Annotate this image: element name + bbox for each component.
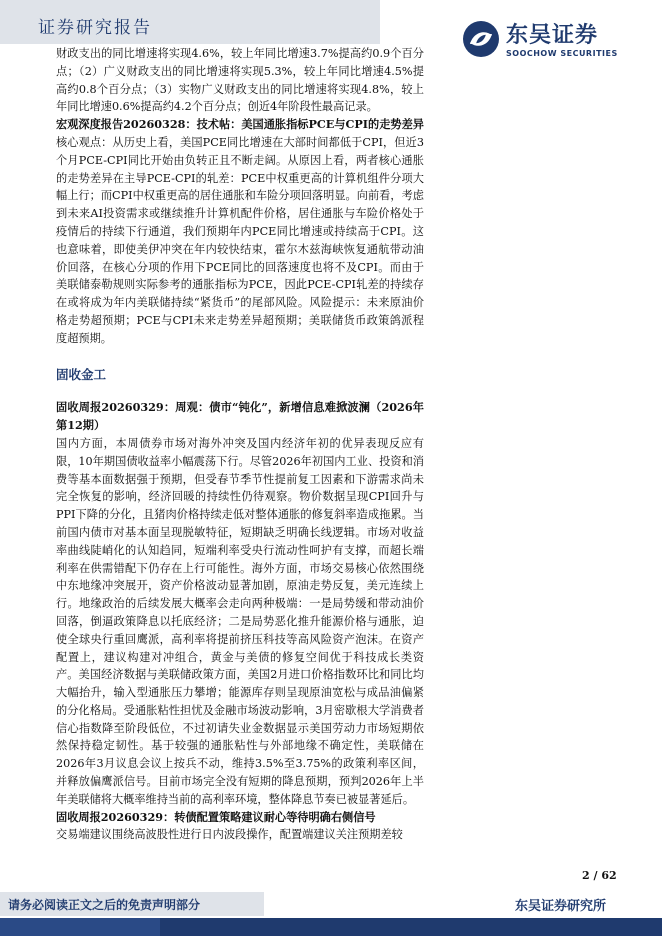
report-title-convertible: 固收周报20260329：转债配置策略建议耐心等待明确右侧信号 (56, 809, 376, 824)
report-title-macro: 宏观深度报告20260328：技术帖：美国通胀指标PCE与CPI的走势差异 (56, 117, 424, 132)
paragraph-convertible: 交易端建议围绕高波股性进行日内波段操作，配置端建议关注预期差较 (56, 828, 403, 842)
paragraph-fiscal: 财政支出的同比增速将实现4.6%，较上年同比增速3.7%提高约0.9个百分点；（2）广义财政支出的同比增速将实现5.3%，较上年同比增速4.5%提高约0.8个百分点；（3）实物广义财政支出的同比增速将实现4.8%，较上年同比增速0.6%提高约4.2个百分点；创近4年阶段性最高记录。 (56, 47, 424, 114)
report-body (56, 45, 424, 844)
paragraph-pce-cpi: 核心观点：从历史上看，美国PCE同比增速在大部时间都低于CPI，但近3个月PCE-CPI同比开始由负转正且不断走阔。从原因上看，两者核心通胀的走势差异在主导PCE-CPI的轧差：PCE中权重更高的计算机组件分项大幅上行；而CPI中权重更高的居住通胀和车险分项回落明显。向前看，考虑到未来AI投资需求或继续推升计算机配件价格，居住通胀与车险价格处于疫情后的持续下行通道，我们预期年内PCE同比增速或持续高于CPI。这也意味着，即使美伊冲突在年内较快结束，霍尔木兹海峡恢复通航带动油价回落，在核心分项的作用下PCE同比的回落速度也将不及CPI。而由于美联储泰勒规则实际参考的通胀指标为PCE，因此PCE-CPI轧差的持续存在或将成为年内美联储持续“紧货币”的尾部风险。风险提示：未来原油价格走势超预期；PCE与CPI未来走势差异超预期；美联储货币政策鸽派程度超预期。 (56, 135, 424, 345)
logo-english-name: SOOCHOW SECURITIES (506, 49, 618, 58)
report-title-bond-weekly: 固收周报20260329：周观：债市“钝化”，新增信息难掀波澜（2026年第12期） (56, 400, 424, 433)
footer-firm-name: 东吴证券研究所 (515, 899, 607, 914)
soochow-swirl-icon (462, 20, 500, 58)
paragraph-bond-market: 国内方面，本周债券市场对海外冲突及国内经济年初的优异表现反应有限，10年期国债收益率小幅震荡下行。尽管2026年初国内工业、投资和消费等基本面数据强于预期，但受春节季节性提前复工因素和下游需求尚未完全恢复的影响，经济回暖的持续性仍待观察。物价数据呈现CPI回升与PPI下降的分化，且猪肉价格持续走低对整体通胀的修复斜率造成拖累。当前国内债市对基本面呈现脱敏特征，短期缺乏明确长线逻辑。市场对收益率曲线陡峭化的认知趋同，短端利率受央行流动性呵护有支撑，而超长端利率在供需错配下仍存在上行可能性。海外方面，市场交易核心依然围绕中东地缘冲突展开，资产价格波动显著加剧，原油走势反复，美元连续上行。地缘政治的后续发展大概率会走向两种极端：一是局势缓和带动油价回落，倒逼政策降息以托底经济；二是局势恶化推升能源价格与通胀，迫使全球央行重回鹰派，高利率将提前挤压科技等高风险资产泡沫。在资产配置上，建议构建对冲组合，黄金与美债的修复空间优于科技成长类资产。美国经济数据与美联储政策方面，美国2月进口价格指数环比和同比均大幅抬升，输入型通胀压力攀增；能源库存则呈现原油宽松与成品油偏紧的分化格局。受通胀粘性担忧及金融市场波动影响，3月密歇根大学消费者信心指数降至阶段低位，不过初请失业金数据显示美国劳动力市场短期依然保持稳定韧性。基于较强的通胀粘性与外部地缘不确定性，美联储在2026年3月议息会议上按兵不动，维持3.5%至3.75%的政策利率区间，并释放偏鹰派信号。目前市场完全没有短期的降息预期，预判2026年上半年美联储将大概率维持当前的高利率环境，整体降息节奏已被显著延后。 (56, 436, 424, 806)
footer-disclaimer-band (0, 892, 264, 916)
company-logo (462, 20, 632, 64)
footer-disclaimer: 请务必阅读正文之后的免责声明部分 (8, 898, 201, 912)
report-type-title: 证券研究报告 (38, 18, 152, 38)
logo-chinese-name: 东吴证券 (506, 23, 599, 48)
section-heading-fixed-income: 固收金工 (56, 366, 107, 382)
page-number: 2 / 62 (582, 869, 617, 882)
footer-bar-accent (0, 918, 160, 936)
